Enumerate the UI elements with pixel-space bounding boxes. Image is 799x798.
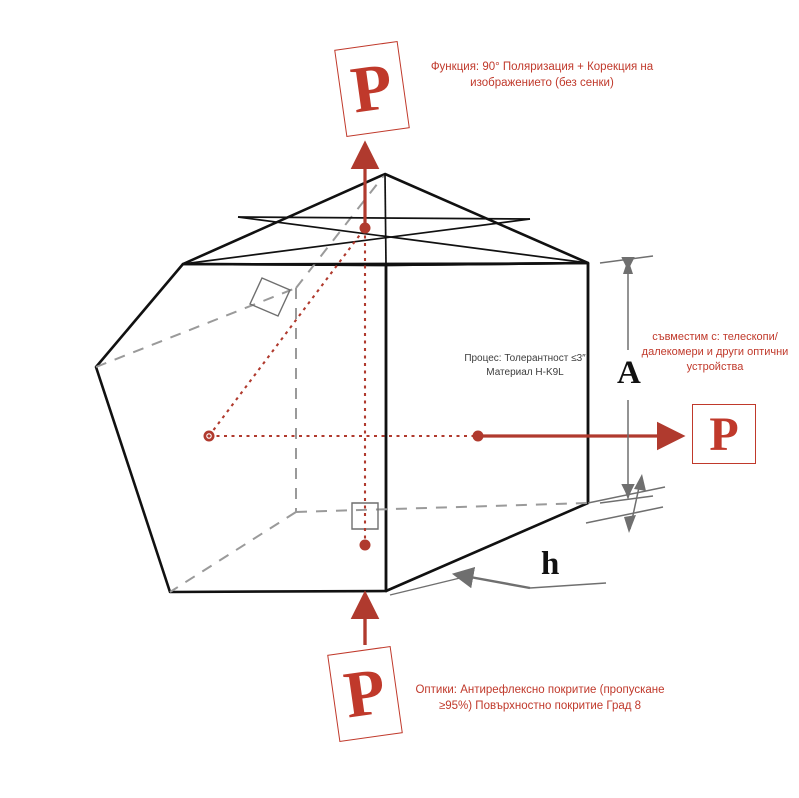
- h-leader: [459, 575, 530, 588]
- polarization-marker-top: [334, 41, 410, 137]
- beam-arrows: [365, 150, 676, 645]
- polarization-marker-bottom: [327, 646, 403, 742]
- h-leader-tail: [390, 578, 460, 595]
- annotation-optics: Оптики: Антирефлексно покритие (пропускане ≥95%) Повърхностно покритие Град 8: [415, 684, 665, 712]
- h-leader-base: [530, 583, 606, 588]
- polarization-marker-right: [692, 404, 756, 464]
- polarization-letter: P: [339, 654, 390, 733]
- dimension-label-a: A: [617, 355, 641, 391]
- polarization-letter: P: [709, 407, 739, 461]
- beam-path: [209, 228, 478, 545]
- dimension-label-h: h: [541, 546, 560, 582]
- annotation-process: Процес: Толерантност ≤3″ Материал H-K9L: [464, 353, 586, 378]
- annotation-compatibility: съвместим с: телескопи/далекомери и други оптични устройства: [641, 331, 789, 373]
- prism-hidden-edges: [96, 174, 588, 592]
- top-face-diagonals: [183, 174, 588, 265]
- annotation-function: Функция: 90° Поляризация + Корекция на изображението (без сенки): [430, 61, 654, 89]
- polarization-letter: P: [346, 49, 397, 128]
- right-angle-marks: [250, 278, 378, 529]
- prism-outline: [96, 174, 588, 592]
